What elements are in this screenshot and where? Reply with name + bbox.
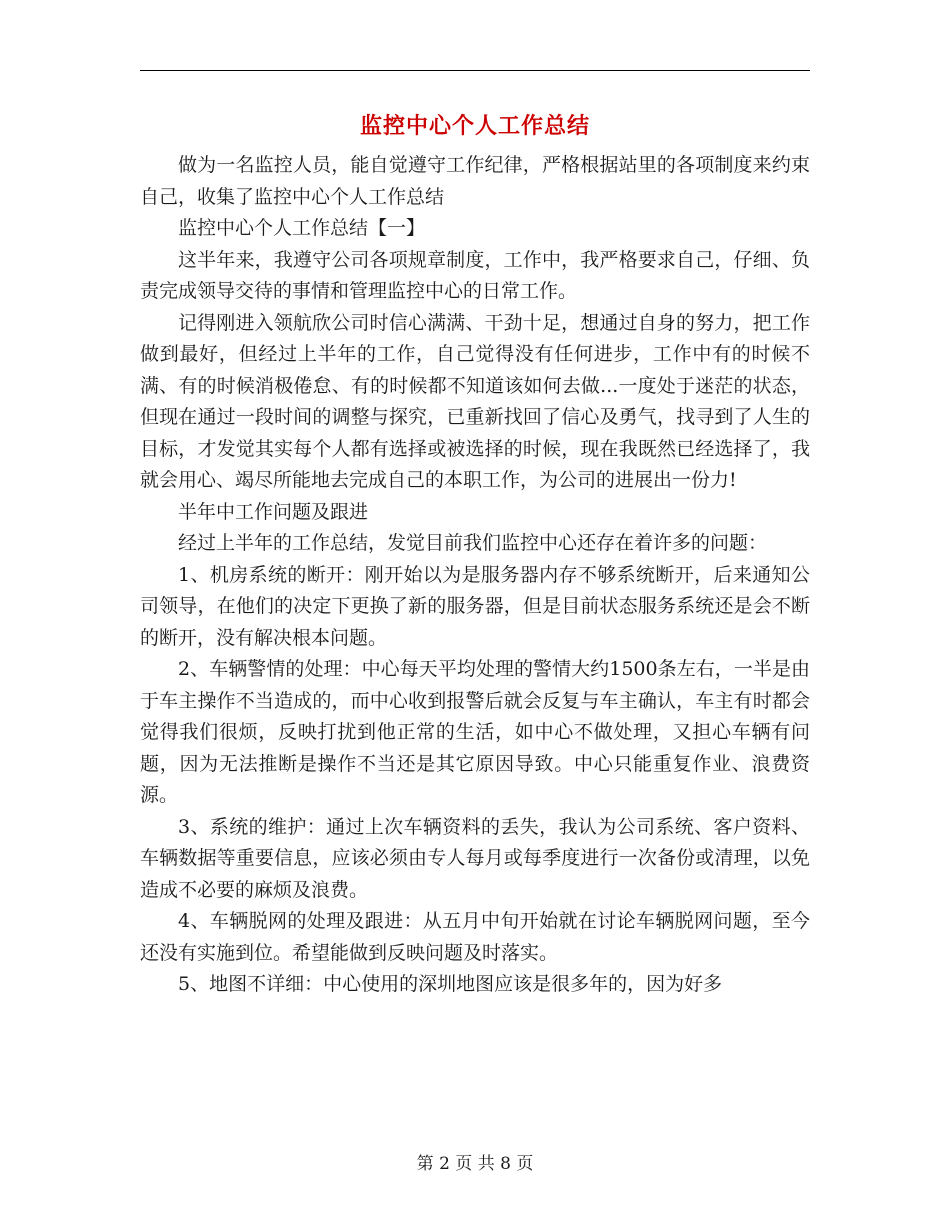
document-body bbox=[140, 150, 810, 1001]
paragraph: 记得刚进入领航欣公司时信心满满、干劲十足，想通过自身的努力，把工作做到最好，但经过上半年的工作，自己觉得没有任何进步，工作中有的时候不满、有的时候消极倦怠、有的时候都不知道该如何去做...一度处于迷茫的状态，但现在通过一段时间的调整与探究，已重新找回了信心及勇气，找寻到了人生的目标，才发觉其实每个人都有选择或被选择的时候，现在我既然已经选择了，我就会用心、竭尽所能地去完成自己的本职工作，为公司的进展出一份力! bbox=[140, 311, 810, 491]
list-item: 1、机房系统的断开：刚开始以为是服务器内存不够系统断开，后来通知公司领导，在他们的决定下更换了新的服务器，但是目前状态服务系统还是会不断的断开，没有解决根本问题。 bbox=[140, 563, 810, 649]
section-heading-issues: 半年中工作问题及跟进 bbox=[178, 500, 369, 523]
section-heading-one: 监控中心个人工作总结【一】 bbox=[178, 217, 426, 239]
list-item: 4、车辆脱网的处理及跟进：从五月中旬开始就在讨论车辆脱网问题，至今还没有实施到位。希望能做到反映问题及时落实。 bbox=[140, 910, 810, 964]
document-title: 监控中心个人工作总结 bbox=[359, 113, 590, 139]
paragraph-intro: 做为一名监控人员，能自觉遵守工作纪律，严格根据站里的各项制度来约束自己，收集了监控中心个人工作总结 bbox=[140, 154, 810, 208]
paragraph: 经过上半年的工作总结，发觉目前我们监控中心还存在着许多的问题： bbox=[178, 532, 768, 554]
page-number-footer: 第 2 页 共 8 页 bbox=[416, 1154, 534, 1174]
list-item: 5、地图不详细：中心使用的深圳地图应该是很多年的，因为好多 bbox=[178, 973, 723, 995]
header-rule bbox=[140, 70, 810, 71]
paragraph: 这半年来，我遵守公司各项规章制度，工作中，我严格要求自己，仔细、负责完成领导交待的事情和管理监控中心的日常工作。 bbox=[140, 248, 810, 302]
list-item: 3、系统的维护：通过上次车辆资料的丢失，我认为公司系统、客户资料、车辆数据等重要信息，应该必须由专人每月或每季度进行一次备份或清理，以免造成不必要的麻烦及浪费。 bbox=[140, 815, 810, 901]
list-item: 2、车辆警情的处理：中心每天平均处理的警情大约1500条左右，一半是由于车主操作不当造成的，而中心收到报警后就会反复与车主确认，车主有时都会觉得我们很烦，反映打扰到他正常的生活，如中心不做处理，又担心车辆有问题，因为无法推断是操作不当还是其它原因导致。中心只能重复作业、浪费资源。 bbox=[140, 658, 810, 806]
